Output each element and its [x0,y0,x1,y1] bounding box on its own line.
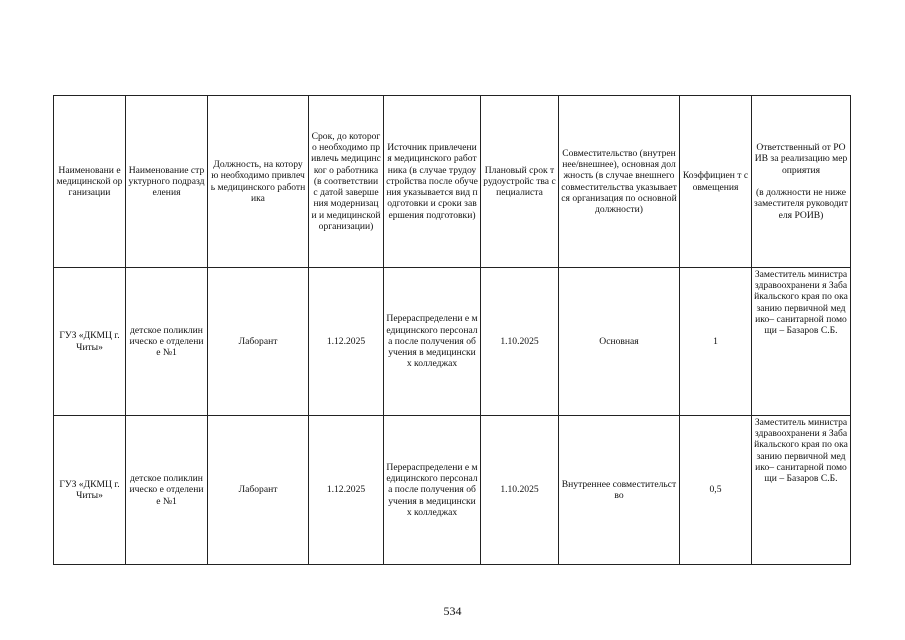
cell-responsible: Заместитель министра здравоохранени я Забайкальского края по оказанию первичной медико– санитарной помощи – Базаров С.Б. [752,416,851,565]
cell-combination: Внутреннее совместительство [559,416,680,565]
cell-department: детское поликлиническо е отделение №1 [126,268,208,416]
cell-responsible: Заместитель министра здравоохранени я Забайкальского края по оказанию первичной медико– санитарной помощи – Базаров С.Б. [752,268,851,416]
table-row [54,416,851,565]
page-number: 534 [443,604,462,618]
table-row [54,268,851,416]
cell-organization: ГУЗ «ДКМЦ г. Читы» [54,416,126,565]
header-department: Наименование структурного подразделения [126,96,208,268]
cell-planned-date: 1.10.2025 [481,416,559,565]
cell-source: Перераспределени е медицинского персонала после получения обучения в медицинских колледжах [384,416,481,565]
header-planned-date: Плановый срок трудоустройс тва специалиста [481,96,559,268]
cell-deadline: 1.12.2025 [309,416,384,565]
cell-department: детское поликлиническо е отделение №1 [126,416,208,565]
cell-position: Лаборант [208,416,309,565]
cell-coefficient: 1 [680,268,752,416]
cell-combination: Основная [559,268,680,416]
header-position: Должность, на которую необходимо привлечь медицинского работника [208,96,309,268]
cell-coefficient: 0,5 [680,416,752,565]
cell-planned-date: 1.10.2025 [481,268,559,416]
header-combination: Совместительство (внутреннее/внешнее), основная должность (в случае внешнего совместительства указывается организация по основной должности) [559,96,680,268]
staffing-table [53,95,851,565]
cell-deadline: 1.12.2025 [309,268,384,416]
cell-position: Лаборант [208,268,309,416]
header-organization: Наименовани е медицинской организации [54,96,126,268]
header-coefficient: Коэффициен т совмещения [680,96,752,268]
cell-source: Перераспределени е медицинского персонала после получения обучения в медицинских колледжах [384,268,481,416]
header-source: Источник привлечения медицинского работника (в случае трудоустройства после обучения указывается вид подготовки и сроки завершения подготовки) [384,96,481,268]
header-deadline: Срок, до которого необходимо привлечь медицинског о работника (в соответствии с датой завершения модернизаци и медицинской организации) [309,96,384,268]
table-header-row [54,96,851,268]
cell-organization: ГУЗ «ДКМЦ г. Читы» [54,268,126,416]
header-responsible: Ответственный от РОИВ за реализацию мероприятия (в должности не ниже заместителя руководителя РОИВ) [752,96,851,268]
